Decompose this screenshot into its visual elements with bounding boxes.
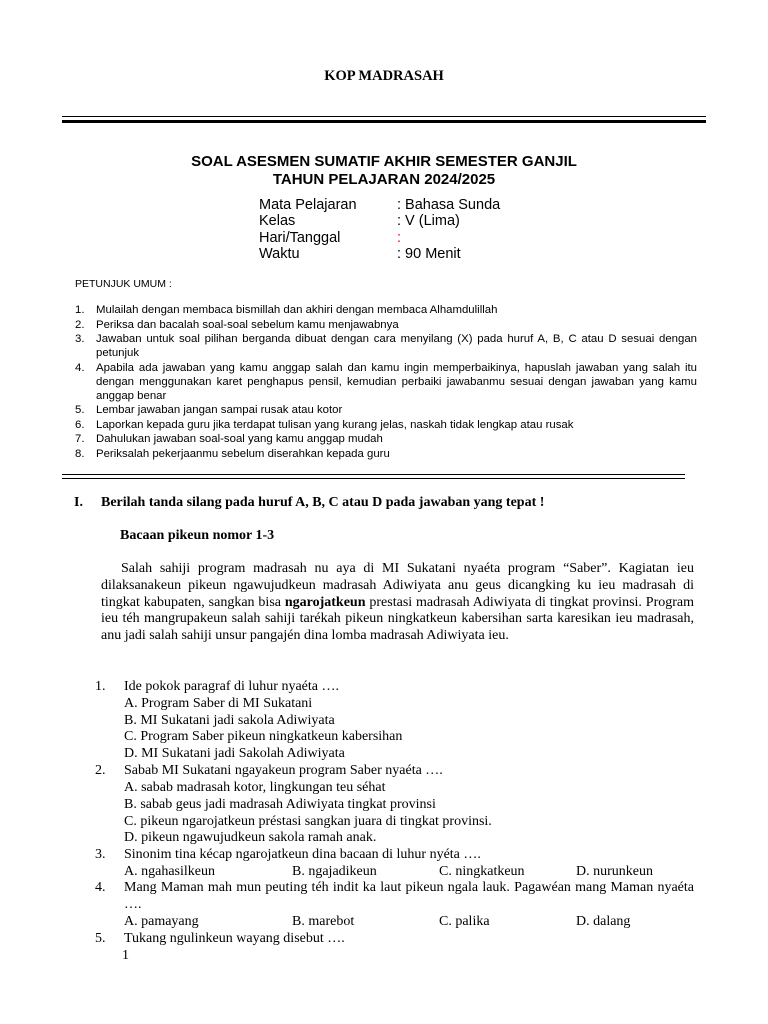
- passage-text: prestasi madrasah Adiwiyata di tingkat provinsi. Program ieu téh mangrupakeun salah sahiji tarékah pikeun ningkatkeun kabersihan sarta karesikan ieu madrasah, anu jadi salah sahiji unsur pangajén dina lomba madrasah Adiwiyata ieu.: [101, 594, 694, 644]
- letterhead-title: KOP MADRASAH: [324, 68, 444, 84]
- answer-option[interactable]: D. MI Sukatani jadi Sakolah Adiwiyata: [124, 746, 345, 761]
- header-rule-thick: [62, 120, 706, 123]
- answer-option[interactable]: D. dalang: [576, 914, 631, 929]
- instruction-number: 2.: [75, 319, 85, 331]
- instruction-item: [75, 303, 697, 317]
- instructions-rule-bottom: [62, 478, 685, 479]
- question-number: 4.: [95, 880, 106, 895]
- answer-option[interactable]: B. MI Sukatani jadi sakola Adiwiyata: [124, 713, 335, 728]
- answer-option[interactable]: C. ningkatkeun: [439, 864, 525, 879]
- question-number: 5.: [95, 931, 106, 946]
- answer-option[interactable]: C. palika: [439, 914, 490, 929]
- info-value-subject: : Bahasa Sunda: [397, 197, 501, 213]
- header-rule-thin: [62, 116, 706, 117]
- answer-option[interactable]: D. nurunkeun: [576, 864, 653, 879]
- instruction-text: Apabila ada jawaban yang kamu anggap salah dan kamu ingin memperbaikinya, hapuslah jawaban yang salah itu dengan menggunakan karet penghapus pensil, kemudian perbaiki jawabanmu sesuai dengan jawaban yang kamu anggap benar: [96, 362, 697, 402]
- instruction-text: Jawaban untuk soal pilihan berganda dibuat dengan cara menyilang (X) pada huruf A, B, C atau D sesuai dengan petunjuk: [96, 333, 697, 359]
- answer-option[interactable]: A. pamayang: [124, 914, 199, 929]
- answer-option[interactable]: B. marebot: [292, 914, 355, 929]
- question-text: Sinonim tina kécap ngarojatkeun dina bacaan di luhur nyéta ….: [124, 847, 481, 862]
- instruction-text: Dahulukan jawaban soal-soal yang kamu anggap mudah: [96, 433, 383, 445]
- question-text: Sabab MI Sukatani ngayakeun program Saber nyaéta ….: [124, 763, 443, 778]
- instruction-number: 5.: [75, 404, 85, 416]
- info-label-date: Hari/Tanggal: [259, 230, 341, 246]
- reading-title: Bacaan pikeun nomor 1-3: [120, 528, 275, 543]
- answer-option[interactable]: B. ngajadikeun: [292, 864, 377, 879]
- exam-title: SOAL ASESMEN SUMATIF AKHIR SEMESTER GANJIL: [191, 153, 577, 170]
- answer-option[interactable]: B. sabab geus jadi madrasah Adiwiyata tingkat provinsi: [124, 797, 436, 812]
- info-label-time: Waktu: [259, 246, 300, 262]
- instruction-item: [75, 318, 697, 332]
- question-text: Mang Maman mah mun peuting téh indit ka laut pikeun ngala lauk. Pagawéan mang Maman nyaéta ….: [124, 880, 694, 912]
- answer-option[interactable]: C. Program Saber pikeun ningkatkeun kabersihan: [124, 729, 403, 744]
- info-label-class: Kelas: [259, 213, 296, 229]
- instructions-rule-top: [62, 474, 685, 475]
- passage-keyword: ngarojatkeun: [284, 594, 366, 610]
- instruction-text: Lembar jawaban jangan sampai rusak atau kotor: [96, 404, 343, 416]
- answer-option[interactable]: A. Program Saber di MI Sukatani: [124, 696, 313, 711]
- info-value-time: : 90 Menit: [397, 246, 461, 262]
- page-number: 1: [122, 948, 129, 963]
- instruction-item: [75, 361, 697, 403]
- question-text: Tukang ngulinkeun wayang disebut ….: [124, 931, 345, 946]
- section-heading: Berilah tanda silang pada huruf A, B, C atau D pada jawaban yang tepat !: [101, 495, 545, 510]
- instruction-text: Laporkan kepada guru jika terdapat tulisan yang kurang jelas, naskah tidak lengkap atau rusak: [96, 419, 574, 431]
- answer-option[interactable]: A. sabab madrasah kotor, lingkungan teu séhat: [124, 780, 386, 795]
- instruction-item: [75, 418, 697, 432]
- info-value-class: : V (Lima): [397, 213, 460, 229]
- question-text: Ide pokok paragraf di luhur nyaéta ….: [124, 679, 339, 694]
- instruction-text: Periksa dan bacalah soal-soal sebelum kamu menjawabnya: [96, 319, 399, 331]
- instruction-item: [75, 447, 697, 461]
- instruction-number: 1.: [75, 304, 85, 316]
- instruction-text: Periksalah pekerjaanmu sebelum diserahkan kepada guru: [96, 448, 390, 460]
- info-value-date: :: [397, 230, 402, 246]
- answer-option[interactable]: C. pikeun ngarojatkeun préstasi sangkan juara di tingkat provinsi.: [124, 814, 492, 829]
- instruction-number: 7.: [75, 433, 85, 445]
- instruction-number: 3.: [75, 333, 85, 345]
- instruction-number: 4.: [75, 362, 85, 374]
- instruction-number: 6.: [75, 419, 85, 431]
- question-number: 2.: [95, 763, 106, 778]
- info-label-subject: Mata Pelajaran: [259, 197, 357, 213]
- answer-option[interactable]: A. ngahasilkeun: [124, 864, 215, 879]
- answer-option[interactable]: D. pikeun ngawujudkeun sakola ramah anak.: [124, 830, 377, 845]
- instructions-title: PETUNJUK UMUM :: [75, 278, 172, 290]
- instruction-item: [75, 432, 697, 446]
- exam-year: TAHUN PELAJARAN 2024/2025: [272, 171, 496, 188]
- question-number: 1.: [95, 679, 106, 694]
- passage-text: Salah sahiji program madrasah nu aya di MI Sukatani nyaéta program “Saber”. Kagiatan ieu dilaksanakeun pikeun ngawujudkeun madrasah Adiwiyata anu geus dicangking ku ieu madrasah di tingkat kabupaten, sangkan bisa: [101, 561, 694, 610]
- instruction-item: [75, 403, 697, 417]
- section-number: I.: [74, 495, 83, 510]
- question-number: 3.: [95, 847, 106, 862]
- instruction-number: 8.: [75, 448, 85, 460]
- instruction-item: [75, 332, 697, 360]
- instruction-text: Mulailah dengan membaca bismillah dan akhiri dengan membaca Alhamdulillah: [96, 304, 498, 316]
- reading-passage: [101, 561, 694, 645]
